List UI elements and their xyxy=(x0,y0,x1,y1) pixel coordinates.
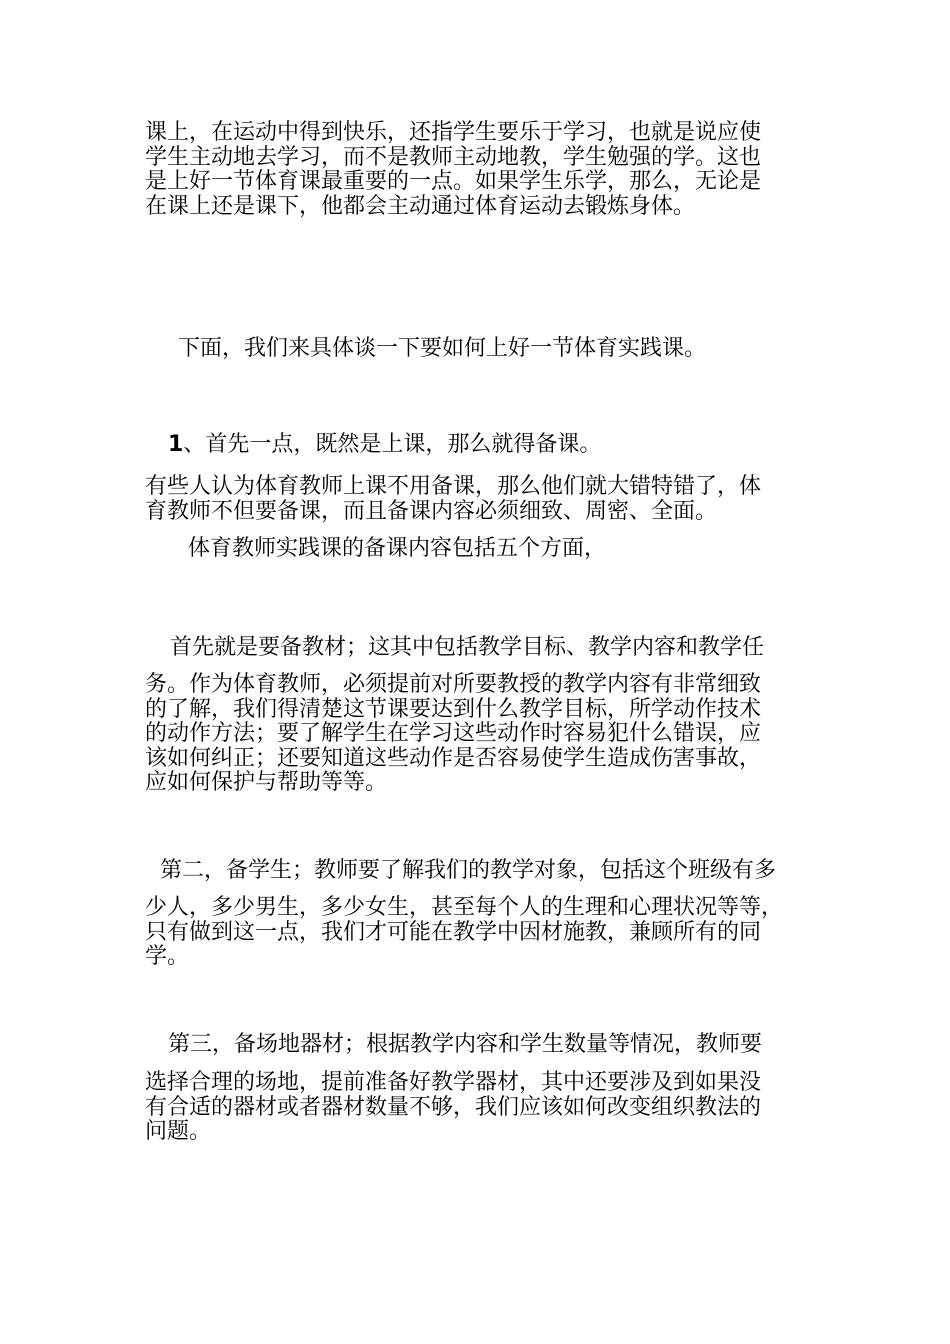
paragraph-9 xyxy=(145,896,815,970)
text-line: 第三，备场地器材；根据教学内容和学生数量等情况，教师要 xyxy=(168,1032,763,1057)
paragraph-2 xyxy=(178,337,848,362)
paragraph-7 xyxy=(145,673,815,796)
paragraph-5 xyxy=(188,537,858,562)
heading-text: 、首先一点，既然是上课，那么就得备课。 xyxy=(183,432,602,457)
text-line: 在课上还是课下，他都会主动通过体育运动去锻炼身体。 xyxy=(145,193,696,219)
text-line: 的了解，我们得清楚这节课要达到什么教学目标，所学动作技术 xyxy=(145,696,762,722)
paragraph-8 xyxy=(160,859,830,884)
text-line: 体育教师实践课的备课内容包括五个方面， xyxy=(188,536,607,561)
paragraph-1 xyxy=(145,121,815,219)
text-line: 少人，多少男生，多少女生，甚至每个人的生理和心理状况等等， xyxy=(145,895,784,920)
text-line: 是上好一节体育课最重要的一点。如果学生乐学，那么，无论是 xyxy=(145,169,762,194)
paragraph-3-heading xyxy=(168,433,838,458)
text-line: 课上，在运动中得到快乐，还指学生要乐于学习，也就是说应使 xyxy=(145,120,762,145)
text-line: 第二，备学生；教师要了解我们的教学对象，包括这个班级有多 xyxy=(160,858,777,883)
text-line: 问题。 xyxy=(145,1119,212,1144)
text-line: 只有做到这一点，我们才可能在教学中因材施教，兼顾所有的同 xyxy=(145,919,762,945)
text-line: 首先就是要备教材；这其中包括教学目标、教学内容和教学任 xyxy=(170,635,765,660)
list-number: 1 xyxy=(168,432,184,457)
text-line: 选择合理的场地，提前准备好教学器材，其中还要涉及到如果没 xyxy=(145,1070,762,1095)
paragraph-11 xyxy=(145,1071,815,1145)
paragraph-10 xyxy=(168,1033,838,1058)
text-line: 该如何纠正；还要知道这些动作是否容易使学生造成伤害事故， xyxy=(145,745,762,771)
text-line: 务。作为体育教师，必须提前对所要教授的教学内容有非常细致 xyxy=(145,672,762,697)
text-line: 育教师不但要备课，而且备课内容必须细致、周密、全面。 xyxy=(145,498,718,524)
text-line: 应如何保护与帮助等等。 xyxy=(145,770,388,795)
paragraph-6 xyxy=(170,636,840,661)
text-line: 学。 xyxy=(145,944,190,969)
text-line: 学生主动地去学习，而不是教师主动地教，学生勉强的学。这也 xyxy=(145,144,762,170)
paragraph-4 xyxy=(145,475,815,524)
text-line: 的动作方法；要了解学生在学习这些动作时容易犯什么错误，应 xyxy=(145,721,762,746)
text-line xyxy=(168,433,838,458)
text-line: 有些人认为体育教师上课不用备课，那么他们就大错特错了，体 xyxy=(145,474,762,499)
text-line: 下面，我们来具体谈一下要如何上好一节体育实践课。 xyxy=(178,336,707,361)
text-line: 有合适的器材或者器材数量不够，我们应该如何改变组织教法的 xyxy=(145,1094,762,1120)
